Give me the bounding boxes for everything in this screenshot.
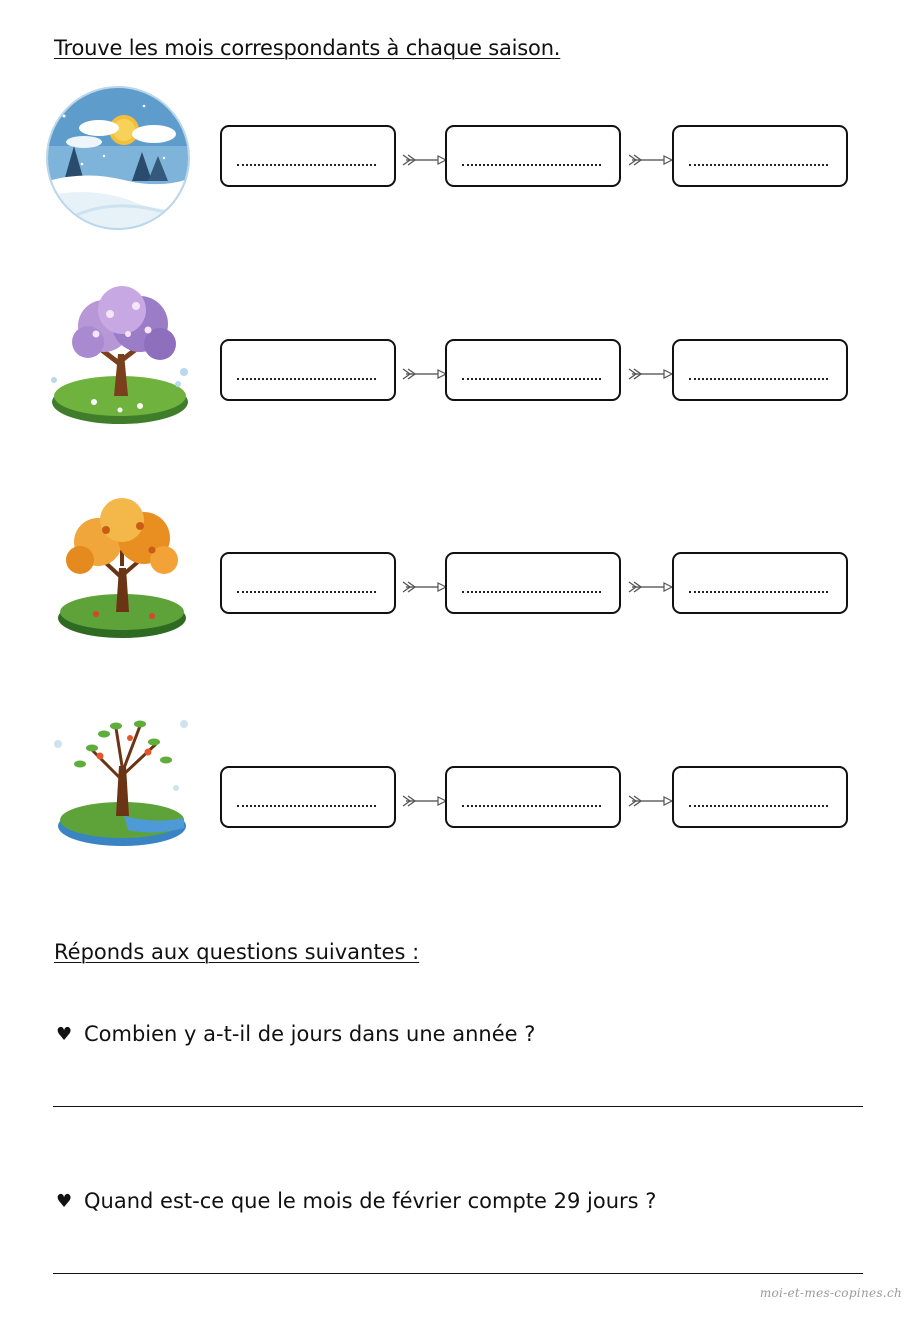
- month-field-summer-3[interactable]: [672, 766, 848, 828]
- month-field-spring-3[interactable]: [672, 339, 848, 401]
- question-1: [56, 1022, 535, 1046]
- month-field-autumn-3[interactable]: [672, 552, 848, 614]
- month-field-autumn-2[interactable]: [445, 552, 621, 614]
- summer-tree-icon: [44, 704, 196, 850]
- arrow-icon: [626, 152, 674, 168]
- season-row-winter: [0, 86, 922, 236]
- blossom-tree-icon: [44, 284, 196, 430]
- winter-landscape-icon: [44, 86, 196, 232]
- arrow-icon: [626, 579, 674, 595]
- heart-bullet-icon: ♥: [56, 1190, 73, 1212]
- month-field-summer-1[interactable]: [220, 766, 396, 828]
- watermark: moi-et-mes-copines.ch: [759, 1286, 902, 1300]
- month-field-winter-1[interactable]: [220, 125, 396, 187]
- month-field-autumn-1[interactable]: [220, 552, 396, 614]
- section-title-questions: Réponds aux questions suivantes :: [54, 940, 420, 964]
- season-row-summer: [0, 704, 922, 854]
- month-field-summer-2[interactable]: [445, 766, 621, 828]
- month-field-spring-2[interactable]: [445, 339, 621, 401]
- question-2: [56, 1189, 656, 1213]
- arrow-icon: [626, 793, 674, 809]
- month-field-spring-1[interactable]: [220, 339, 396, 401]
- season-row-autumn: [0, 496, 922, 646]
- question-2-text: Quand est-ce que le mois de février compte 29 jours ?: [84, 1189, 657, 1213]
- heart-bullet-icon: ♥: [56, 1023, 73, 1045]
- arrow-icon: [400, 366, 448, 382]
- season-row-spring: [0, 284, 922, 434]
- month-field-winter-3[interactable]: [672, 125, 848, 187]
- page-title: Trouve les mois correspondants à chaque saison.: [54, 36, 561, 60]
- autumn-tree-icon: [44, 496, 196, 642]
- answer-line-1[interactable]: [53, 1106, 863, 1107]
- arrow-icon: [400, 579, 448, 595]
- answer-line-2[interactable]: [53, 1273, 863, 1274]
- arrow-icon: [400, 152, 448, 168]
- month-field-winter-2[interactable]: [445, 125, 621, 187]
- question-1-text: Combien y a-t-il de jours dans une année ?: [84, 1022, 536, 1046]
- arrow-icon: [400, 793, 448, 809]
- arrow-icon: [626, 366, 674, 382]
